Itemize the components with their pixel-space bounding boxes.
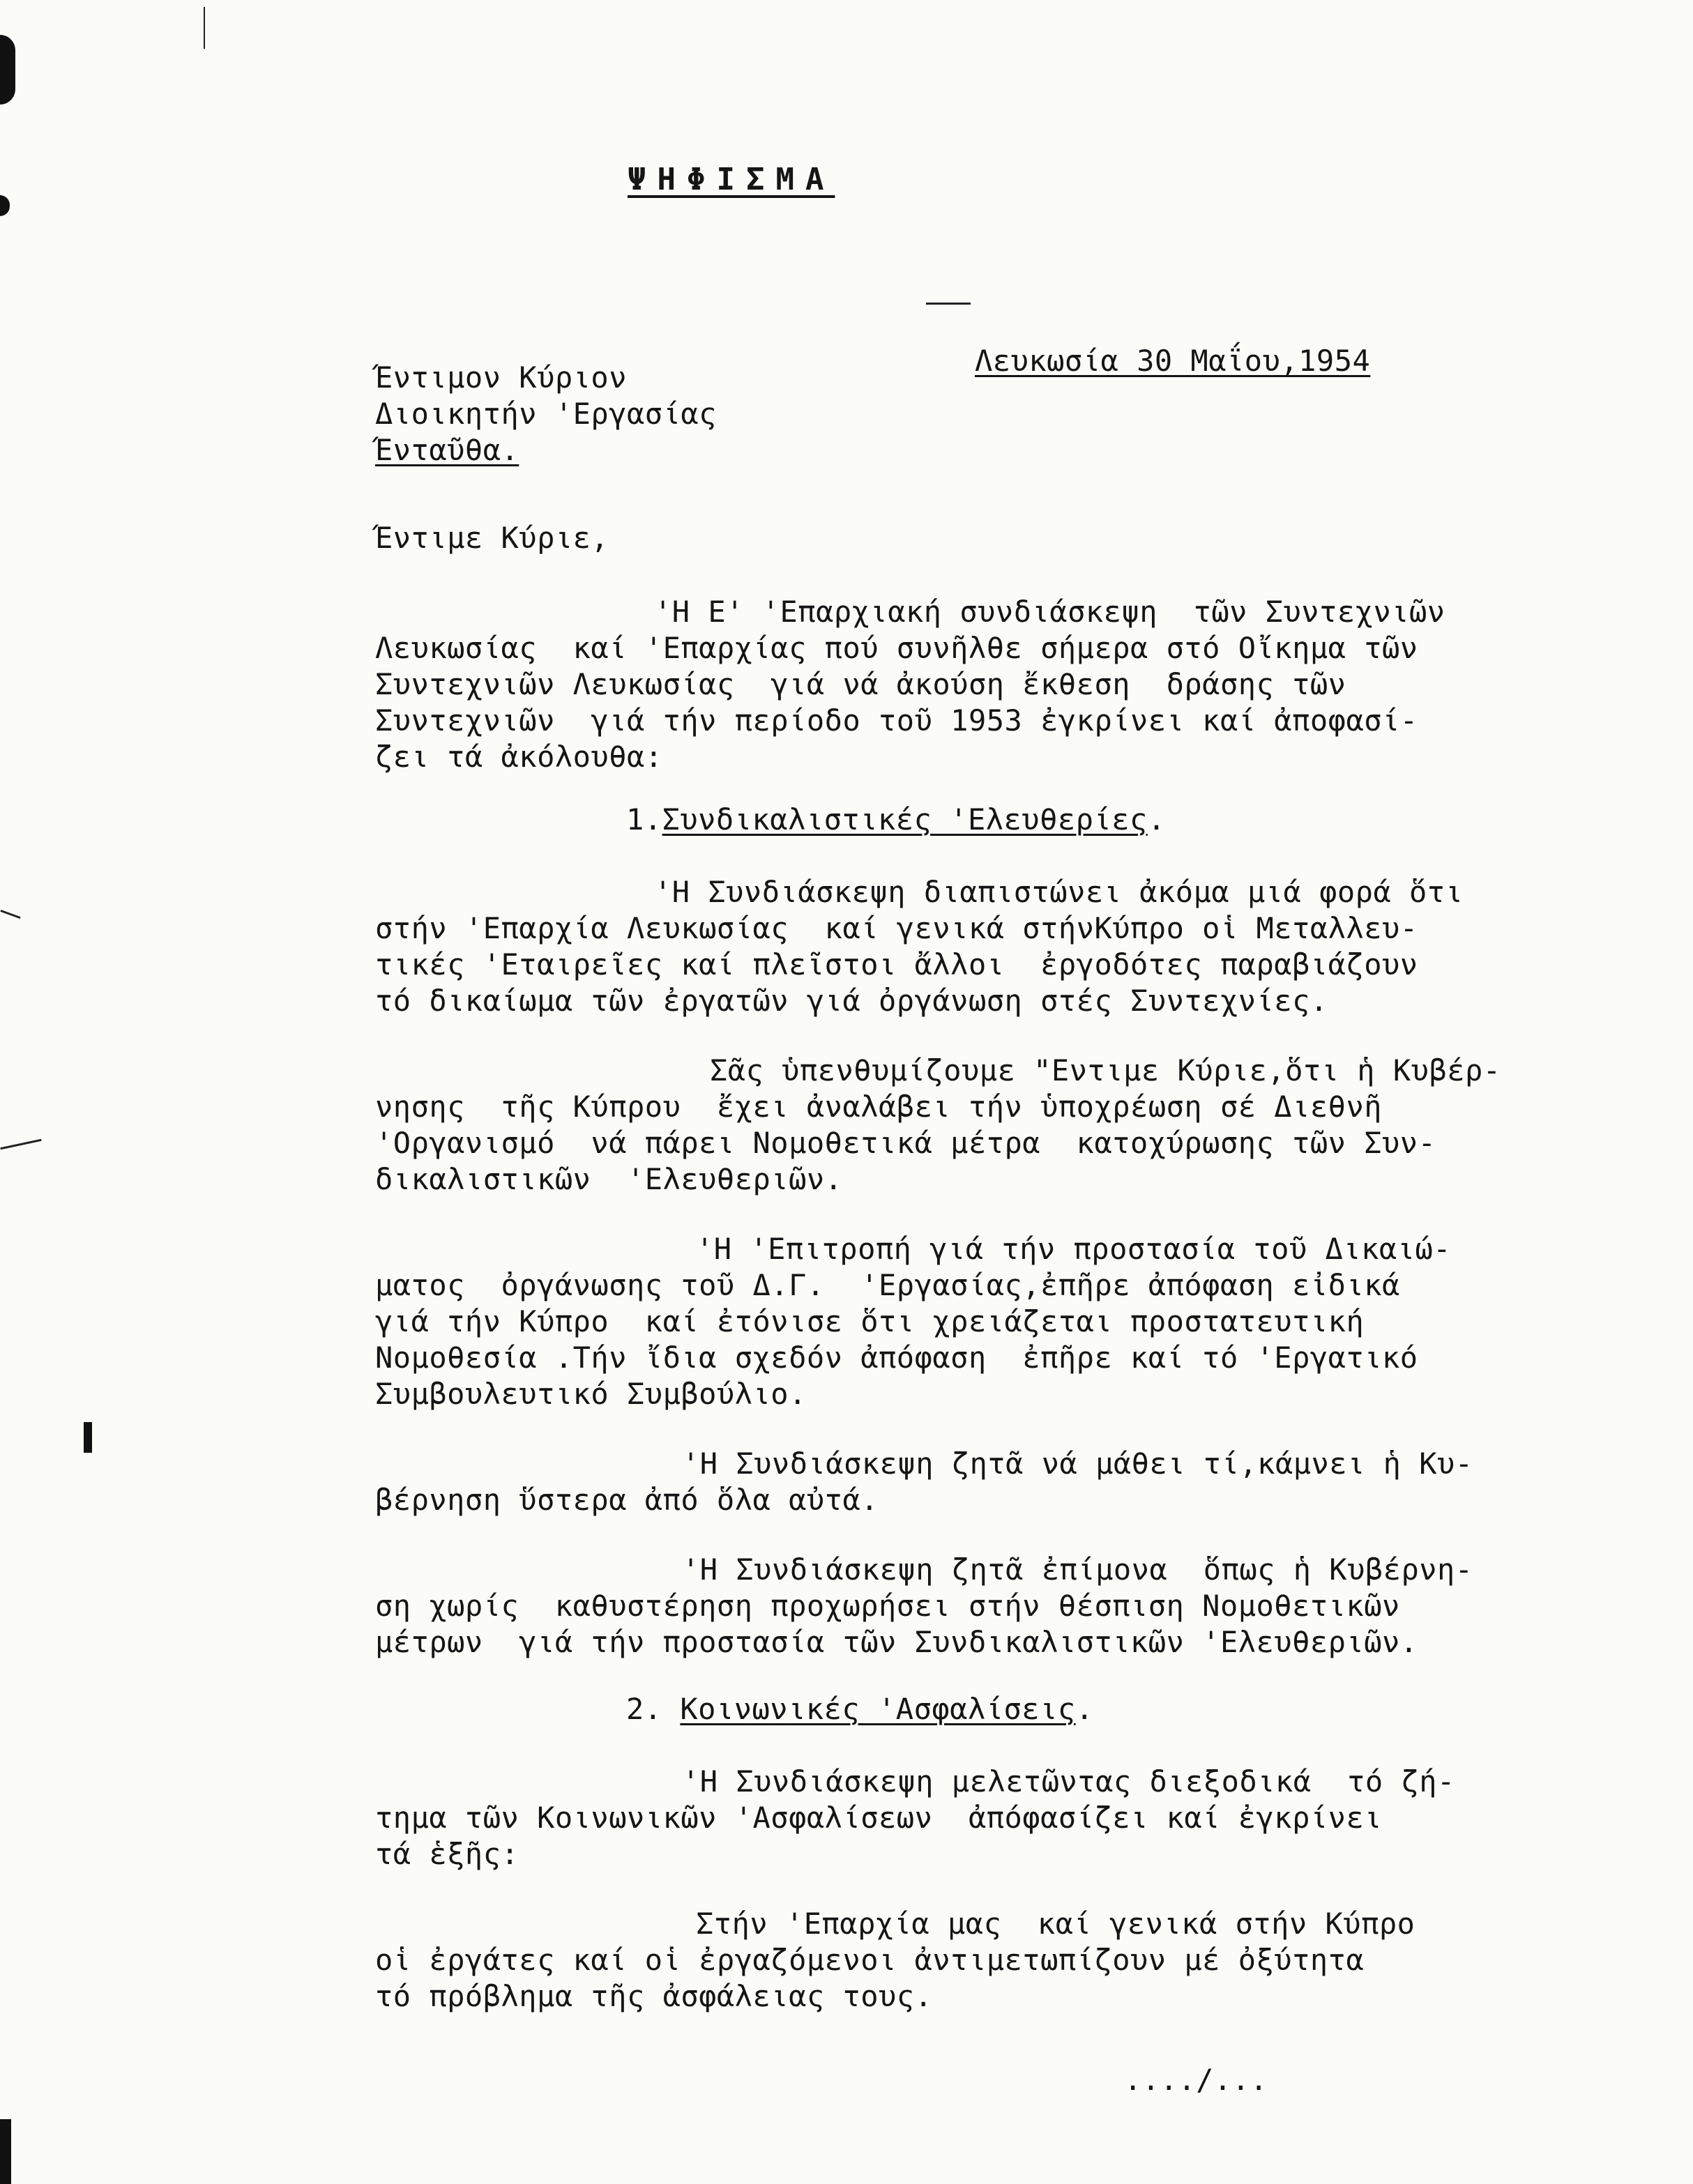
document-title: ΨΗΦΙΣΜΑ: [628, 162, 835, 197]
scan-mark: [0, 2119, 11, 2184]
scan-mark: [0, 1139, 41, 1150]
intro-line: 'Η Ε' 'Επαρχιακή συνδιάσκεψη τῶν Συντεχνιῶν: [654, 595, 1445, 629]
section-1-number: 1.: [626, 802, 662, 837]
paragraph-line: νησης τῆς Κύπρου ἔχει ἀναλάβει τήν ὑποχρέωση σέ Διεθνῆ: [375, 1090, 1383, 1124]
paragraph-line: 'Η Συνδιάσκεψη μελετῶντας διεξοδικά τό ζή-: [682, 1764, 1455, 1799]
section-2-heading: [626, 1691, 1093, 1727]
paragraph-line: 'Η Συνδιάσκεψη ζητᾶ νά μάθει τί,κάμνει ἡ Κυ-: [682, 1446, 1473, 1481]
paragraph-line: τό δικαίωμα τῶν ἐργατῶν γιά ὀργάνωση στές Συντεχνίες.: [375, 984, 1328, 1018]
scan-mark: [0, 195, 10, 216]
paragraph-line: 'Η Συνδιάσκεψη ζητᾶ ἐπίμονα ὅπως ἡ Κυβέρνη-: [682, 1552, 1473, 1587]
address-line-3-text: Ένταῦθα.: [375, 433, 519, 467]
paragraph-line: τό πρόβλημα τῆς ἀσφάλειας τους.: [375, 1979, 933, 2013]
paragraph-line: 'Η 'Επιτροπή γιά τήν προστασία τοῦ Δικαιώ-: [696, 1232, 1452, 1266]
section-1-end: .: [1147, 802, 1166, 837]
paragraph-line: Συμβουλευτικό Συμβούλιο.: [375, 1377, 807, 1411]
intro-line: ζει τά ἀκόλουθα:: [375, 740, 663, 774]
salutation: Έντιμε Κύριε,: [375, 521, 609, 555]
section-1-heading: [626, 802, 1166, 838]
paragraph-line: 'Η Συνδιάσκεψη διαπιστώνει ἀκόμα μιά φορά ὅτι: [654, 875, 1464, 909]
paragraph-line: Σᾶς ὑπενθυμίζουμε "Εντιμε Κύριε,ὅτι ἡ Κυβέρ-: [710, 1053, 1501, 1087]
separator-mark: [926, 303, 971, 305]
continuation-mark: ..../...: [1124, 2063, 1268, 2097]
paragraph-line: στήν 'Επαρχία Λευκωσίας καί γενικά στήνΚύπρο οἱ Μεταλλευ-: [375, 911, 1418, 945]
section-2-number: 2.: [626, 1692, 681, 1726]
section-1-title: Συνδικαλιστικές 'Ελευθερίες: [662, 802, 1148, 837]
scan-mark: [84, 1422, 92, 1453]
paragraph-line: τημα τῶν Κοινωνικῶν 'Ασφαλίσεων ἀπόφασίζει καί ἐγκρίνει: [375, 1801, 1383, 1835]
paragraph-line: ση χωρίς καθυστέρηση προχωρήσει στήν θέσπιση Νομοθετικῶν: [375, 1589, 1400, 1623]
paragraph-line: Στήν 'Επαρχία μας καί γενικά στήν Κύπρο: [696, 1907, 1415, 1941]
paragraph-line: οἱ ἐργάτες καί οἱ ἐργαζόμενοι ἀντιμετωπίζουν μέ ὀξύτητα: [375, 1943, 1365, 1977]
date-line: Λευκωσία 30 Μαΐου,1954: [975, 344, 1371, 378]
section-2-end: .: [1075, 1692, 1094, 1726]
address-line-2: Διοικητήν 'Εργασίας: [375, 397, 717, 431]
paragraph-line: Νομοθεσία .Τήν ἴδια σχεδόν ἀπόφαση ἐπῆρε καί τό 'Εργατικό: [375, 1341, 1418, 1375]
intro-line: Λευκωσίας καί 'Επαρχίας πού συνῆλθε σήμερα στό Οἴκημα τῶν: [375, 631, 1418, 665]
paragraph-line: ματος ὀργάνωσης τοῦ Δ.Γ. 'Εργασίας,ἐπῆρε ἀπόφαση εἰδικά: [375, 1268, 1400, 1302]
address-line-1: Έντιμον Κύριον: [375, 360, 628, 395]
paragraph-line: βέρνηση ὕστερα ἀπό ὅλα αὐτά.: [375, 1483, 879, 1517]
section-2-title: Κοινωνικές 'Ασφαλίσεις: [680, 1692, 1076, 1726]
intro-line: Συντεχνιῶν γιά τήν περίοδο τοῦ 1953 ἐγκρίνει καί ἀποφασί-: [375, 703, 1418, 738]
paragraph-line: τά ἑξῆς:: [375, 1837, 519, 1871]
scan-mark: [0, 35, 15, 105]
scan-mark: [204, 7, 205, 49]
scan-mark: [0, 910, 20, 919]
paragraph-line: γιά τήν Κύπρο καί ἐτόνισε ὅτι χρειάζεται προστατευτική: [375, 1304, 1365, 1338]
paragraph-line: δικαλιστικῶν 'Ελευθεριῶν.: [375, 1162, 843, 1196]
paragraph-line: 'Οργανισμό νά πάρει Νομοθετικά μέτρα κατοχύρωσης τῶν Συν-: [375, 1126, 1436, 1160]
address-line-3: [375, 432, 519, 468]
paragraph-line: τικές 'Εταιρεῖες καί πλεῖστοι ἄλλοι ἐργοδότες παραβιάζουν: [375, 947, 1418, 982]
intro-line: Συντεχνιῶν Λευκωσίας γιά νά ἀκούση ἔκθεση δράσης τῶν: [375, 667, 1346, 701]
paragraph-line: μέτρων γιά τήν προστασία τῶν Συνδικαλιστικῶν 'Ελευθεριῶν.: [375, 1625, 1418, 1659]
